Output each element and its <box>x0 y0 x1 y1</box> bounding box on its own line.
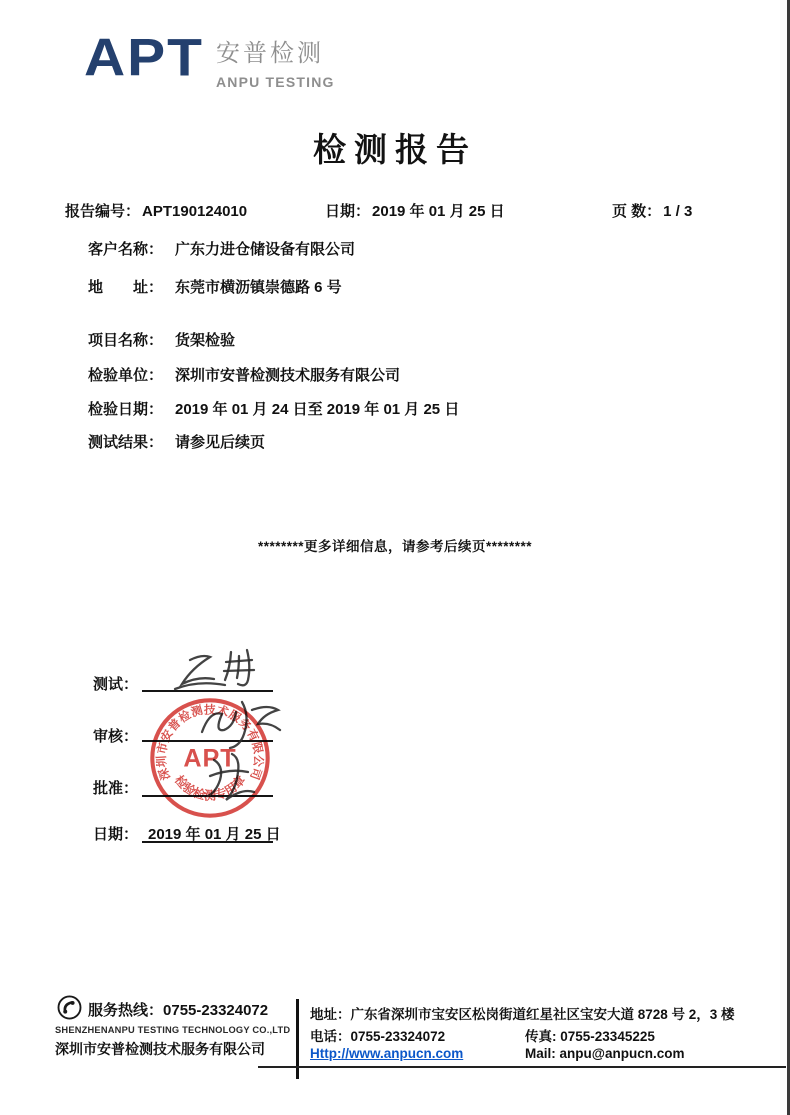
row-customer-name <box>88 238 355 259</box>
footer-telephone <box>310 1025 445 1045</box>
seal-bottom-text: 检验检测专用章 <box>171 772 249 803</box>
footer-fax-value: 0755-23345225 <box>560 1029 655 1044</box>
report-date-value: 2019 年 01 月 25 日 <box>372 203 505 220</box>
row-inspection-unit <box>88 364 400 385</box>
logo-company-cn: 安普检测 <box>216 40 324 67</box>
footer-company-en: SHENZHENANPU TESTING TECHNOLOGY CO.,LTD <box>55 1025 291 1035</box>
service-hotline <box>88 999 268 1020</box>
inspection-date-label: 检验日期： <box>88 401 164 418</box>
page-count <box>612 200 692 221</box>
footer-fax-label: 传真: <box>525 1029 557 1044</box>
row-customer-address <box>88 276 342 297</box>
signoff-date-value: 2019 年 01 月 25 日 <box>148 826 281 843</box>
footer-address-value: 广东省深圳市宝安区松岗街道红星社区宝安大道 8728 号 2，3 楼 <box>350 1007 735 1022</box>
footer-address-label: 地址： <box>310 1007 351 1022</box>
row-test-result <box>88 431 265 452</box>
company-seal <box>147 695 273 821</box>
footer-telephone-label: 电话： <box>310 1029 351 1044</box>
logo <box>84 28 335 91</box>
footer-mail-value: anpu@anpucn.com <box>559 1046 685 1061</box>
project-name-label: 项目名称： <box>88 332 164 349</box>
tester-label: 测试： <box>93 676 139 693</box>
website-link[interactable]: Http://www.anpucn.com <box>310 1046 464 1061</box>
footer-telephone-value: 0755-23324072 <box>350 1029 446 1044</box>
customer-address-label: 地 址： <box>88 279 164 296</box>
footer-address <box>310 1003 735 1023</box>
footer-company-cn: 深圳市安普检测技术服务有限公司 <box>55 1041 265 1057</box>
logo-company-en: ANPU TESTING <box>216 74 335 91</box>
logo-text-block <box>216 32 335 90</box>
tester-signature <box>175 650 254 689</box>
signoff-date-line <box>142 841 273 843</box>
report-date-label: 日期： <box>325 203 371 220</box>
row-inspection-date <box>88 398 459 419</box>
test-result-label: 测试结果： <box>88 434 164 451</box>
page-title: 检测报告 <box>313 131 477 168</box>
seal-center-text: APT <box>183 744 237 773</box>
inspection-unit-value: 深圳市安普检测技术服务有限公司 <box>175 367 401 384</box>
test-result-value: 请参见后续页 <box>175 434 266 451</box>
customer-name-label: 客户名称： <box>88 241 164 258</box>
report-number-label: 报告编号： <box>65 203 141 220</box>
customer-name-value: 广东力进仓储设备有限公司 <box>175 241 356 258</box>
page-count-label: 页 数： <box>612 203 662 220</box>
footer-horizontal-rule <box>258 1066 786 1068</box>
signoff-date-label: 日期： <box>93 826 139 843</box>
page-count-value: 1 / 3 <box>663 203 693 220</box>
logo-apt-text: APT <box>84 28 204 88</box>
inspection-date-value: 2019 年 01 月 24 日至 2019 年 01 月 25 日 <box>175 401 460 418</box>
report-number <box>65 200 247 221</box>
reviewer-label: 审核： <box>93 728 139 745</box>
row-project-name <box>88 329 235 350</box>
phone-icon <box>56 994 83 1021</box>
service-hotline-number: 0755-23324072 <box>163 1002 269 1019</box>
report-number-value: APT190124010 <box>142 203 248 220</box>
footer-fax <box>525 1025 655 1045</box>
seal-ring-text: 深圳市安普检测技术服务有限公司 <box>155 703 265 782</box>
report-date <box>325 200 505 221</box>
service-hotline-label: 服务热线： <box>88 1002 164 1019</box>
approver-label: 批准： <box>93 780 139 797</box>
more-info-note: ********更多详细信息，请参考后续页******** <box>257 539 533 554</box>
footer-mail <box>525 1046 684 1061</box>
footer-mail-label: Mail: <box>525 1046 556 1061</box>
inspection-unit-label: 检验单位： <box>88 367 164 384</box>
customer-address-value: 东莞市横沥镇崇德路 6 号 <box>175 279 342 296</box>
project-name-value: 货架检验 <box>175 332 236 349</box>
